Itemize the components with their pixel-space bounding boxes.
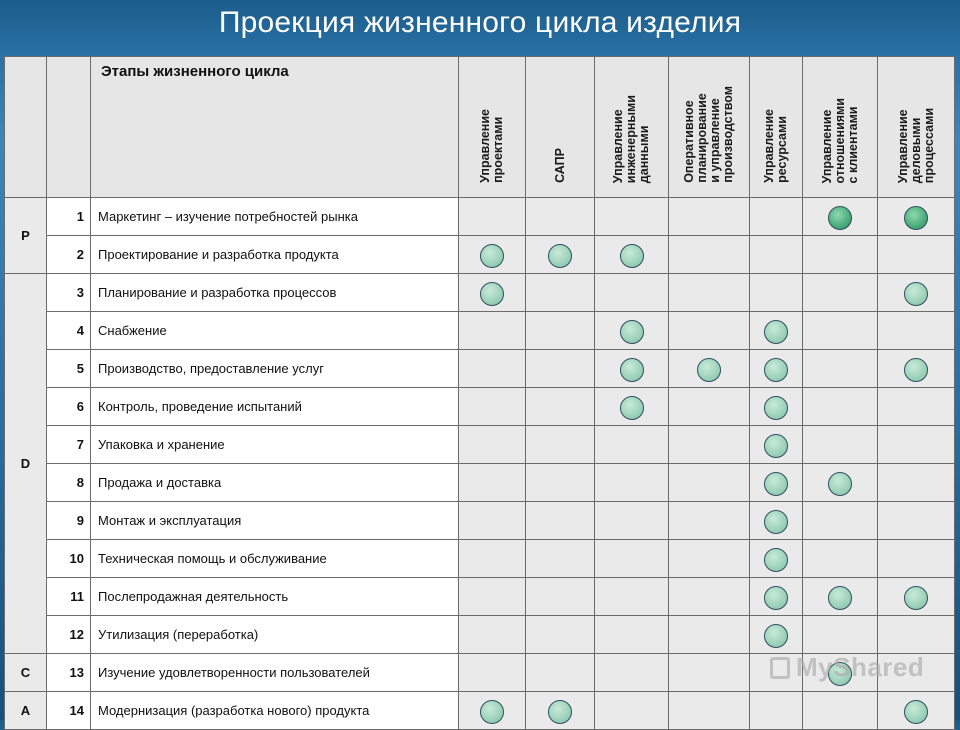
matrix-cell bbox=[878, 312, 955, 350]
matrix-cell bbox=[878, 464, 955, 502]
stage-name: Маркетинг – изучение потребностей рынка bbox=[91, 198, 459, 236]
row-number: 6 bbox=[47, 388, 91, 426]
matrix-cell bbox=[459, 350, 526, 388]
phase-cell: A bbox=[5, 692, 47, 730]
matrix-cell bbox=[803, 426, 878, 464]
marker-dot bbox=[828, 586, 852, 610]
matrix-cell bbox=[459, 388, 526, 426]
matrix-cell bbox=[878, 426, 955, 464]
row-number: 13 bbox=[47, 654, 91, 692]
column-header-label: Управление инженерными данными bbox=[611, 94, 651, 183]
table-row bbox=[5, 502, 955, 540]
matrix-cell bbox=[459, 464, 526, 502]
marker-dot bbox=[697, 358, 721, 382]
marker-dot bbox=[620, 244, 644, 268]
matrix-cell bbox=[669, 350, 750, 388]
table-row bbox=[5, 350, 955, 388]
matrix-cell bbox=[595, 312, 669, 350]
marker-dot bbox=[828, 472, 852, 496]
matrix-cell bbox=[750, 198, 803, 236]
matrix-cell bbox=[669, 578, 750, 616]
matrix-cell bbox=[459, 198, 526, 236]
watermark-text: MyShared bbox=[796, 652, 925, 682]
matrix-cell bbox=[803, 616, 878, 654]
stage-name: Контроль, проведение испытаний bbox=[91, 388, 459, 426]
table-row bbox=[5, 616, 955, 654]
row-number: 1 bbox=[47, 198, 91, 236]
matrix-cell bbox=[595, 274, 669, 312]
marker-dot bbox=[764, 548, 788, 572]
matrix-cell bbox=[803, 236, 878, 274]
marker-dot bbox=[764, 358, 788, 382]
column-header-projects bbox=[459, 57, 526, 198]
matrix-cell bbox=[669, 616, 750, 654]
matrix-cell bbox=[459, 312, 526, 350]
marker-dot bbox=[764, 472, 788, 496]
matrix-cell bbox=[669, 464, 750, 502]
stage-name: Изучение удовлетворенности пользователей bbox=[91, 654, 459, 692]
matrix-cell bbox=[750, 388, 803, 426]
matrix-cell bbox=[459, 236, 526, 274]
matrix-cell bbox=[669, 236, 750, 274]
table-row bbox=[5, 578, 955, 616]
matrix-cell bbox=[526, 236, 595, 274]
matrix-cell bbox=[803, 692, 878, 730]
matrix-cell bbox=[750, 540, 803, 578]
matrix-cell bbox=[459, 502, 526, 540]
table-row bbox=[5, 540, 955, 578]
watermark bbox=[770, 652, 924, 683]
marker-dot bbox=[620, 358, 644, 382]
matrix-cell bbox=[750, 274, 803, 312]
marker-dot bbox=[764, 434, 788, 458]
marker-dot-highlight bbox=[828, 206, 852, 230]
matrix-cell bbox=[878, 578, 955, 616]
marker-dot bbox=[548, 700, 572, 724]
matrix-cell bbox=[526, 312, 595, 350]
matrix-cell bbox=[526, 692, 595, 730]
matrix-cell bbox=[750, 312, 803, 350]
stage-name: Упаковка и хранение bbox=[91, 426, 459, 464]
matrix-cell bbox=[526, 388, 595, 426]
column-header-label: Управление проектами bbox=[478, 109, 505, 183]
matrix-cell bbox=[878, 350, 955, 388]
matrix-cell bbox=[750, 578, 803, 616]
marker-dot bbox=[620, 396, 644, 420]
marker-dot bbox=[764, 510, 788, 534]
table-row bbox=[5, 274, 955, 312]
matrix-cell bbox=[526, 464, 595, 502]
matrix-cell bbox=[526, 198, 595, 236]
marker-dot bbox=[548, 244, 572, 268]
matrix-cell bbox=[750, 426, 803, 464]
column-header-label: Оперативное планирование и управление производством bbox=[682, 86, 735, 183]
matrix-cell bbox=[878, 692, 955, 730]
header-row bbox=[5, 57, 955, 198]
matrix-cell bbox=[459, 616, 526, 654]
matrix-cell bbox=[669, 274, 750, 312]
matrix-cell bbox=[750, 464, 803, 502]
matrix-cell bbox=[526, 426, 595, 464]
matrix-cell bbox=[595, 654, 669, 692]
matrix-cell bbox=[459, 540, 526, 578]
matrix-cell bbox=[878, 616, 955, 654]
matrix-cell bbox=[526, 654, 595, 692]
stage-name: Снабжение bbox=[91, 312, 459, 350]
matrix-cell bbox=[803, 198, 878, 236]
stage-name: Продажа и доставка bbox=[91, 464, 459, 502]
table-row bbox=[5, 312, 955, 350]
matrix-cell bbox=[459, 654, 526, 692]
row-number: 14 bbox=[47, 692, 91, 730]
marker-dot-highlight bbox=[904, 206, 928, 230]
column-header-bpm bbox=[878, 57, 955, 198]
page-title: Проекция жизненного цикла изделия bbox=[218, 6, 742, 39]
phase-cell: C bbox=[5, 654, 47, 692]
row-number: 2 bbox=[47, 236, 91, 274]
stage-name: Производство, предоставление услуг bbox=[91, 350, 459, 388]
marker-dot bbox=[764, 396, 788, 420]
table-row bbox=[5, 426, 955, 464]
phase-header-cell bbox=[5, 57, 47, 198]
column-header-erp bbox=[750, 57, 803, 198]
lifecycle-table bbox=[4, 56, 955, 730]
matrix-cell bbox=[595, 578, 669, 616]
marker-dot bbox=[904, 358, 928, 382]
matrix-cell bbox=[595, 464, 669, 502]
stage-name: Послепродажная деятельность bbox=[91, 578, 459, 616]
matrix-cell bbox=[526, 502, 595, 540]
matrix-cell bbox=[803, 540, 878, 578]
column-header-label: САПР bbox=[552, 148, 567, 183]
stage-header: Этапы жизненного цикла bbox=[91, 57, 459, 198]
matrix-cell bbox=[750, 692, 803, 730]
matrix-cell bbox=[878, 540, 955, 578]
matrix-cell bbox=[803, 388, 878, 426]
table-row bbox=[5, 198, 955, 236]
matrix-cell bbox=[803, 502, 878, 540]
matrix-cell bbox=[595, 426, 669, 464]
phase-cell: P bbox=[5, 198, 47, 274]
matrix-cell bbox=[803, 274, 878, 312]
stage-name: Монтаж и эксплуатация bbox=[91, 502, 459, 540]
row-number: 11 bbox=[47, 578, 91, 616]
marker-dot bbox=[904, 282, 928, 306]
matrix-cell bbox=[750, 616, 803, 654]
table-row bbox=[5, 236, 955, 274]
row-number: 4 bbox=[47, 312, 91, 350]
column-header-pdm bbox=[595, 57, 669, 198]
stage-name: Модернизация (разработка нового) продукта bbox=[91, 692, 459, 730]
matrix-cell bbox=[595, 350, 669, 388]
phase-cell: D bbox=[5, 274, 47, 654]
marker-dot bbox=[480, 700, 504, 724]
stage-name: Планирование и разработка процессов bbox=[91, 274, 459, 312]
table-row bbox=[5, 692, 955, 730]
matrix-cell bbox=[669, 198, 750, 236]
row-number: 9 bbox=[47, 502, 91, 540]
row-number: 12 bbox=[47, 616, 91, 654]
matrix-cell bbox=[803, 464, 878, 502]
column-header-label: Управление ресурсами bbox=[762, 109, 789, 183]
matrix-cell bbox=[595, 540, 669, 578]
marker-dot bbox=[764, 320, 788, 344]
matrix-cell bbox=[526, 274, 595, 312]
row-number: 10 bbox=[47, 540, 91, 578]
matrix-cell bbox=[878, 388, 955, 426]
matrix-cell bbox=[878, 502, 955, 540]
marker-dot bbox=[480, 282, 504, 306]
marker-dot bbox=[764, 624, 788, 648]
matrix-cell bbox=[669, 692, 750, 730]
matrix-cell bbox=[459, 274, 526, 312]
matrix-cell bbox=[803, 350, 878, 388]
matrix-cell bbox=[669, 312, 750, 350]
column-header-label: Управление отношениями с клиентами bbox=[819, 97, 860, 183]
matrix-cell bbox=[803, 312, 878, 350]
matrix-cell bbox=[595, 502, 669, 540]
matrix-cell bbox=[595, 236, 669, 274]
marker-dot bbox=[480, 244, 504, 268]
matrix-cell bbox=[595, 198, 669, 236]
column-header-label: Управление деловыми процессами bbox=[895, 107, 936, 183]
marker-dot bbox=[904, 586, 928, 610]
matrix-cell bbox=[459, 426, 526, 464]
stage-name: Утилизация (переработка) bbox=[91, 616, 459, 654]
matrix-cell bbox=[669, 388, 750, 426]
matrix-cell bbox=[526, 616, 595, 654]
stage-name: Техническая помощь и обслуживание bbox=[91, 540, 459, 578]
matrix-cell bbox=[526, 350, 595, 388]
table-row bbox=[5, 464, 955, 502]
column-header-mes bbox=[669, 57, 750, 198]
matrix-cell bbox=[878, 274, 955, 312]
matrix-cell bbox=[669, 502, 750, 540]
matrix-cell bbox=[459, 578, 526, 616]
marker-dot bbox=[764, 586, 788, 610]
column-header-cad bbox=[526, 57, 595, 198]
matrix-cell bbox=[669, 426, 750, 464]
row-number: 8 bbox=[47, 464, 91, 502]
marker-dot bbox=[620, 320, 644, 344]
matrix-cell bbox=[750, 350, 803, 388]
matrix-cell bbox=[750, 502, 803, 540]
matrix-cell bbox=[750, 236, 803, 274]
matrix-cell bbox=[526, 540, 595, 578]
stage-name: Проектирование и разработка продукта bbox=[91, 236, 459, 274]
matrix-cell bbox=[669, 654, 750, 692]
number-header-cell bbox=[47, 57, 91, 198]
matrix-cell bbox=[595, 388, 669, 426]
table-row bbox=[5, 388, 955, 426]
matrix-cell bbox=[526, 578, 595, 616]
matrix-cell bbox=[803, 578, 878, 616]
row-number: 7 bbox=[47, 426, 91, 464]
column-header-crm bbox=[803, 57, 878, 198]
row-number: 3 bbox=[47, 274, 91, 312]
matrix-cell bbox=[878, 236, 955, 274]
marker-dot bbox=[904, 700, 928, 724]
matrix-cell bbox=[595, 692, 669, 730]
matrix-cell bbox=[878, 198, 955, 236]
row-number: 5 bbox=[47, 350, 91, 388]
matrix-cell bbox=[595, 616, 669, 654]
watermark-logo-icon bbox=[770, 657, 790, 679]
matrix-cell bbox=[459, 692, 526, 730]
matrix-cell bbox=[669, 540, 750, 578]
